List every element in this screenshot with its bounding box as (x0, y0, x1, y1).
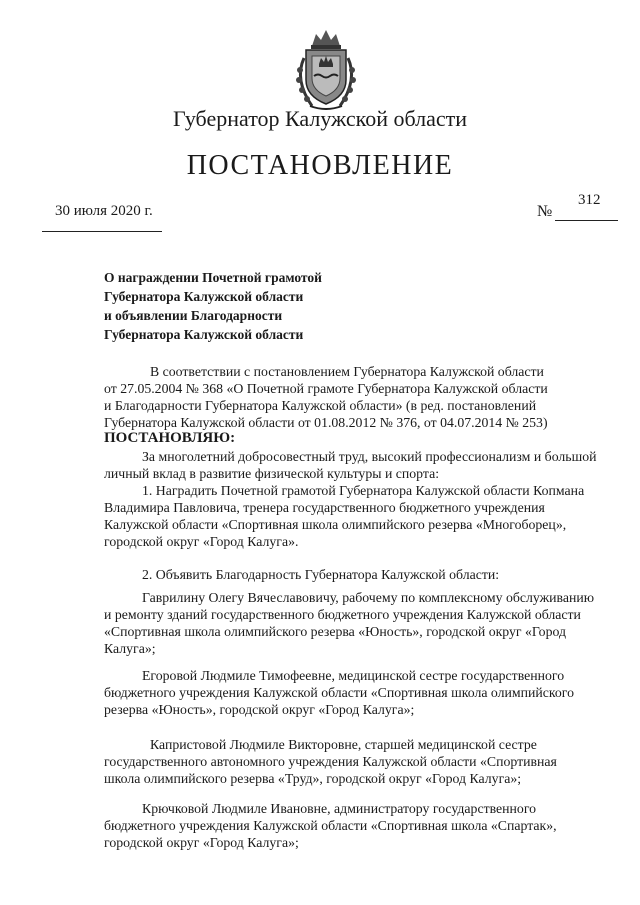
decree-word: ПОСТАНОВЛЯЮ: (104, 430, 236, 446)
preamble-line: В соответствии с постановлением Губернатора Калужской области (150, 364, 544, 379)
item1-line: Владимира Павловича, тренера государственного бюджетного учреждения (104, 500, 545, 515)
document-subject (104, 268, 322, 344)
reason-line: личный вклад в развитие физической культуры и спорта: (104, 466, 440, 481)
number-underline (555, 220, 618, 221)
issuing-authority: Губернатор Калужской области (172, 106, 468, 131)
document-number: 312 (578, 192, 601, 208)
subject-line: Губернатора Калужской области (104, 327, 304, 342)
item1-line: Калужской области «Спортивная школа олимпийского резерва «Многоборец», (104, 517, 567, 532)
awardee-line: и ремонту зданий государственного бюджетного учреждения Калужской области (104, 607, 581, 622)
subject-line: О награждении Почетной грамотой (104, 270, 322, 285)
item1-line: 1. Наградить Почетной грамотой Губернатора Калужской области Копмана (142, 483, 585, 498)
document-type-title: ПОСТАНОВЛЕНИЕ (186, 150, 454, 181)
awardee-line: государственного автономного учреждения Калужской области «Спортивная (104, 754, 557, 769)
item2-heading: 2. Объявить Благодарность Губернатора Калужской области: (142, 567, 500, 582)
preamble-line: от 27.05.2004 № 368 «О Почетной грамоте Губернатора Калужской области (104, 381, 548, 396)
date-underline (42, 231, 162, 232)
awardee-line: бюджетного учреждения Калужской области «Спортивная школа олимпийского (104, 685, 575, 700)
preamble-line: и Благодарности Губернатора Калужской области» (в ред. постановлений (104, 398, 537, 413)
subject-line: Губернатора Калужской области (104, 289, 304, 304)
awardee-line: городской округ «Город Калуга»; (104, 835, 299, 850)
awardee-line: Калуга»; (104, 641, 156, 656)
kaluga-coat-of-arms-icon (292, 28, 360, 112)
awardee-line: Егоровой Людмиле Тимофеевне, медицинской сестре государственного (142, 668, 565, 683)
preamble-line: Губернатора Калужской области от 01.08.2012 № 376, от 04.07.2014 № 253) (104, 415, 548, 430)
awardee-line: бюджетного учреждения Калужской области «Спортивная школа «Спартак», (104, 818, 557, 833)
reason-line: За многолетний добросовестный труд, высокий профессионализм и большой (142, 449, 597, 464)
subject-line: и объявлении Благодарности (104, 308, 283, 323)
awardee-line: резерва «Юность», городской округ «Город Калуга»; (104, 702, 415, 717)
awardee-line: «Спортивная школа олимпийского резерва «Юность», городской округ «Город (104, 624, 566, 639)
item1-line: городской округ «Город Калуга». (104, 534, 299, 549)
awardee-line: Капристовой Людмиле Викторовне, старшей медицинской сестре (150, 737, 537, 752)
document-date: 30 июля 2020 г. (55, 203, 153, 219)
awardee-line: Крючковой Людмиле Ивановне, администратору государственного (142, 801, 537, 816)
awardee-line: школа олимпийского резерва «Труд», городской округ «Город Калуга»; (104, 771, 522, 786)
awardee-line: Гаврилину Олегу Вячеславовичу, рабочему по комплексному обслуживанию (142, 590, 595, 605)
number-sign: № (537, 203, 553, 220)
